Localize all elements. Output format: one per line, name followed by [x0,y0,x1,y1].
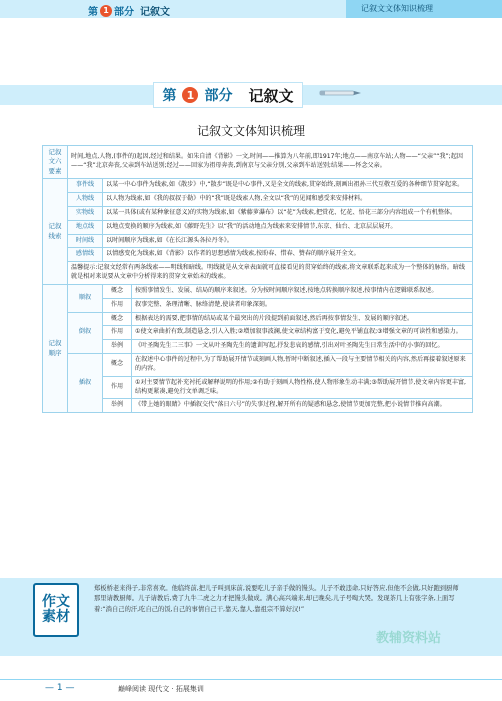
heading-part: 部分 [204,88,233,104]
table-row [43,284,473,298]
header-part-prefix: 第 [88,7,98,18]
order-text: 按照事情发生、发展、结局的顺序来叙述。分为按时间顺序叙述,按地点转换顺序叙述,按事情内在逻辑联系叙述。 [132,284,473,298]
table-row [43,326,473,340]
order-text: 《带上她的眼睛》中插叙交代“落日六号”的失事过程,解开所有的疑惑和悬念,使情节更加完整,把小说情节推向高潮。 [132,399,473,413]
order-aspect: 作用 [103,326,132,340]
watermark: 教辅资料站 [376,631,442,646]
footer-story-text: 郑板桥老来得子,非常喜欢。他临终前,把儿子叫到床前,说要吃儿子亲手做的馒头。儿子不敢违命,只好答应,但他不会做,只好跑到厨师那里请教厨师。儿子请教后,费了九牛二虎之力才把馒头做成。满心高兴端来,却已晚矣,儿子号啕大哭。发现茶几上有张字条,上面写着:“淌自己的汗,吃自己的饭,自己的事情自己干,靠天,靠人,靠祖宗不算好汉!” [94,585,459,613]
heading-title: 记叙文 [248,86,294,105]
table-row [43,262,473,285]
heading-prefix: 第 [162,88,177,104]
order-type: 倒叙 [68,312,103,353]
page-number: — 1 — [45,683,75,693]
order-type: 顺叙 [68,284,103,312]
order-aspect: 作用 [103,376,132,399]
order-aspect: 概念 [103,312,132,326]
clue-text: 以地点变换的顺序为线索,如《藤野先生》以“我”的活动地点为线索来安排情节,东京、仙台、北京层层展开。 [103,220,473,234]
table-row [43,206,473,220]
clue-name: 实物线 [68,206,103,220]
clue-name: 事件线 [68,179,103,193]
clue-text: 以某一中心事件为线索,如《散步》中,“散步”既是中心事件,又是全文的线索,贯穿始终,刻画出祖孙三代互敬互爱的各种细节贯穿起来。 [103,179,473,193]
order-text: ①使文章曲折有致,制造悬念,引人入胜;②增加叙事波澜,使文章结构富于变化,避免平铺直叙;③增强文章的可读性和感染力。 [132,326,473,340]
table-row [43,312,473,326]
order-text: 叙事完整、条理清晰、脉络清楚,使读者印象深刻。 [132,298,473,312]
table-row [43,146,473,179]
clue-name: 时间线 [68,234,103,248]
clue-text: 以时间顺序为线索,如《在长江源头各拉丹冬》。 [103,234,473,248]
order-text: 《叶圣陶先生二三事》一文从叶圣陶先生的遗训写起,抒发悲哀的感情,引出对叶圣陶先生日常生活中的小事的回忆。 [132,340,473,354]
table-row [43,193,473,207]
order-aspect: 作用 [103,298,132,312]
table-row [43,376,473,399]
header-section-title: 记叙文文体知识梳理 [361,4,433,13]
order-text: 根据表达的需要,把事情的结局或某个最突出的片段提到前面叙述,然后再按事情发生、发展的顺序叙述。 [132,312,473,326]
order-aspect: 概念 [103,354,132,377]
order-text: 在叙述中心事件的过程中,为了帮助展开情节或刻画人物,暂时中断叙述,插入一段与主要情节相关的内容,然后再接着叙述原来的内容。 [132,354,473,377]
row-label-elements: 记叙文六要素 [43,146,68,179]
table-row [43,220,473,234]
elements-text: 时间,地点,人物,(事件的)起因,经过和结果。如朱自清《背影》一文,时间——推算为八年前,即1917年;地点——南京车站;人物——“父亲”“我”;起因——“我”北京奔丧,父亲到车站送别;经过——回家为祖母奔丧,到南京与父亲分别,父亲到车站送别;结果——怀念父亲。 [68,146,473,179]
clue-text: 以情感变化为线索,如《背影》以作者的思想感情为线索,按盼春、惜春、赞春的顺序展开全文。 [103,248,473,262]
table-row [43,399,473,413]
order-text: ①对主要情节起补充衬托或解释说明的作用;②有助于刻画人物性格,使人物形象生动丰满;③帮助展开情节,使文章内容更丰富,结构更紧凑,避免行文单调乏味。 [132,376,473,399]
series-name: 巅峰阅读 现代文 · 拓展集训 [118,685,204,693]
order-aspect: 概念 [103,284,132,298]
clue-text: 以某一具体(或有某种象征意义)的实物为线索,如《紫藤萝瀑布》以“花”为线索,把赏花、忆花、悟花三部分内容组成一个有机整体。 [103,206,473,220]
section-heading [153,82,303,108]
header-part-number: 1 [100,5,112,17]
header-part-text: 部分 [114,7,134,18]
knowledge-table [42,145,473,413]
clue-text: 以人物为线索,如《我的叔叔于勒》中的“我”既是线索人物,全文以“我”的见闻和感受来安排材料。 [103,193,473,207]
table-row [43,179,473,193]
clue-name: 地点线 [68,220,103,234]
badge-line-2: 素材 [42,609,70,625]
order-aspect: 举例 [103,399,132,413]
order-aspect: 举例 [103,340,132,354]
table-row [43,298,473,312]
table-row [43,340,473,354]
table-row [43,248,473,262]
badge-line-1: 作文 [42,593,70,610]
header-part-name: 记叙文 [140,7,170,18]
page-footer [0,679,502,701]
clue-name: 感情线 [68,248,103,262]
clue-name: 人物线 [68,193,103,207]
table-row [43,234,473,248]
clues-tip: 温馨提示:记叙文经常有两条线索——明线和暗线。明线就是从文章表面就可直接看见的贯穿始终的线索,将文章联系起来成为一个整体的脉络。暗线就是相对来说要从文章中分析得来的贯穿文章始末的线索。 [68,262,473,285]
row-label-order: 记叙顺序 [43,284,68,412]
heading-number: 1 [182,87,198,103]
order-type: 插叙 [68,354,103,413]
composition-material-badge [33,583,79,637]
pen-icon [318,88,362,98]
header-part-label [88,3,134,18]
table-row [43,354,473,377]
row-label-clues: 记叙线索 [43,179,68,285]
page-subtitle: 记叙文文体知识梳理 [196,124,305,138]
